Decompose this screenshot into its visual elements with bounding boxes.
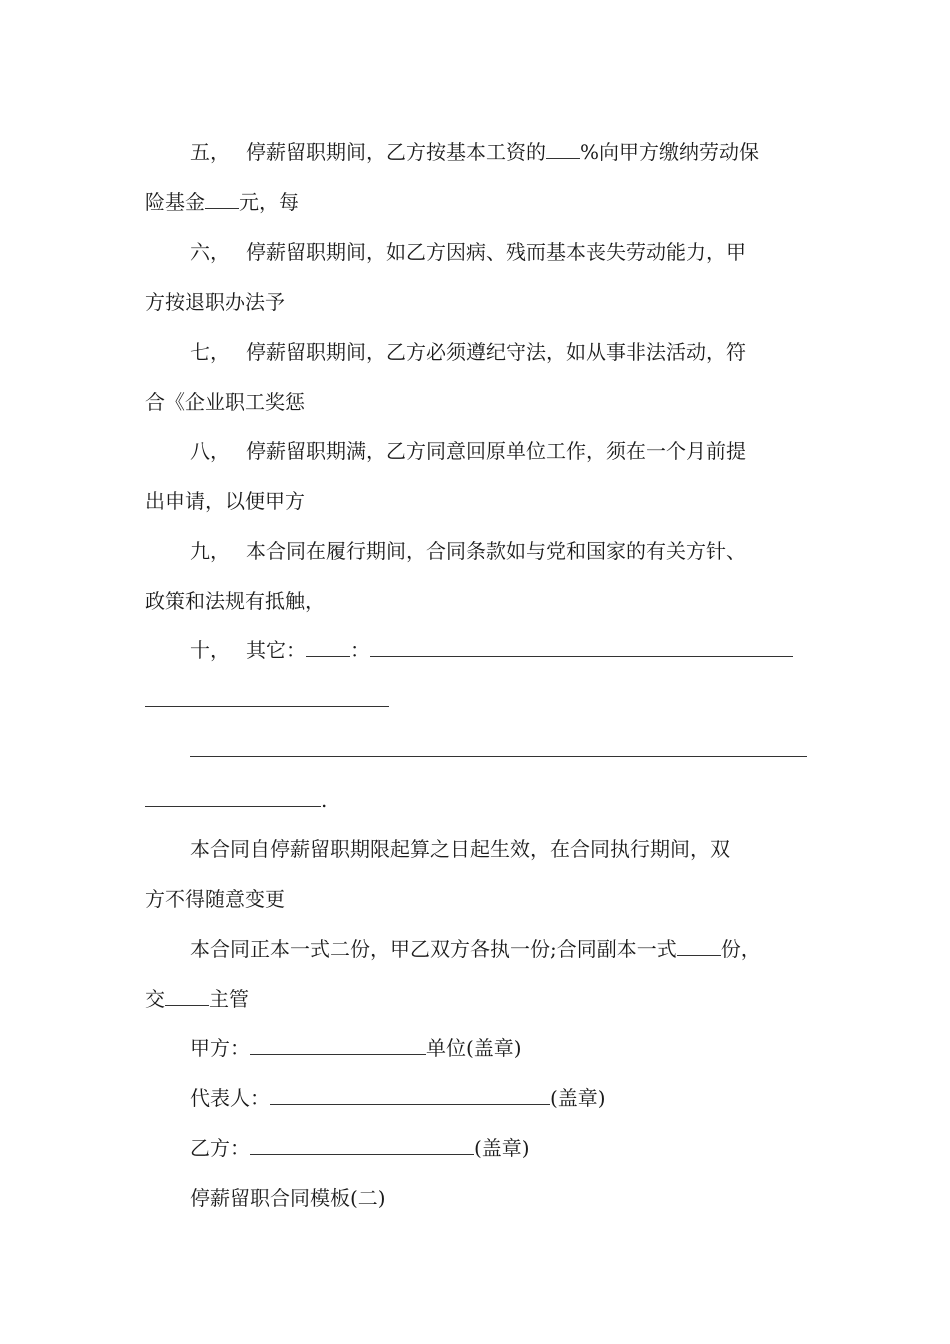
blank-field — [205, 190, 239, 209]
clause-8-line2: 出申请，以便甲方 — [145, 489, 305, 513]
blank-field — [190, 738, 807, 757]
clause-9-line2: 政策和法规有抵触， — [145, 589, 325, 613]
clause-10-line3 — [190, 736, 807, 764]
clause-10-line4: . — [145, 786, 327, 814]
representative-signature: 代表人： (盖章) — [190, 1086, 606, 1110]
blank-field — [165, 987, 209, 1006]
clause-6-line1: 六， 停薪留职期间，如乙方因病、残而基本丧失劳动能力，甲 — [190, 240, 746, 264]
copies-line1: 本合同正本一式二份，甲乙双方各执一份;合同副本一式 份， — [190, 937, 761, 961]
clause-6-line2: 方按退职办法予 — [145, 290, 285, 314]
clause-number: 九， — [190, 539, 230, 563]
effective-line2: 方不得随意变更 — [145, 887, 285, 911]
clause-number: 七， — [190, 340, 230, 364]
blank-field — [546, 140, 580, 159]
clause-number: 五， — [190, 140, 230, 164]
blank-field — [145, 688, 389, 707]
clause-9-line1: 九， 本合同在履行期间，合同条款如与党和国家的有关方针、 — [190, 539, 746, 563]
blank-field — [270, 1086, 550, 1105]
copies-line2: 交 主管 — [145, 987, 249, 1011]
next-template-title: 停薪留职合同模板(二) — [190, 1186, 386, 1210]
clause-8-line1: 八， 停薪留职期满，乙方同意回原单位工作，须在一个月前提 — [190, 439, 746, 463]
clause-10-line2 — [145, 686, 389, 714]
clause-10-line1: 十， 其它： ： — [190, 636, 793, 664]
clause-7-line1: 七， 停薪留职期间，乙方必须遵纪守法，如从事非法活动，符 — [190, 340, 746, 364]
blank-field — [145, 788, 321, 807]
clause-7-line2: 合《企业职工奖惩 — [145, 390, 305, 414]
blank-field — [306, 638, 350, 657]
clause-number: 八， — [190, 439, 230, 463]
blank-field — [370, 638, 793, 657]
party-b-signature: 乙方： (盖章) — [190, 1136, 530, 1160]
effective-line1: 本合同自停薪留职期限起算之日起生效，在合同执行期间，双 — [190, 837, 730, 861]
blank-field — [250, 1036, 426, 1055]
party-a-signature: 甲方： 单位(盖章) — [190, 1036, 522, 1060]
clause-number: 六， — [190, 240, 230, 264]
clause-5-line2: 险基金 元，每 — [145, 190, 299, 214]
clause-5-line1: 五， 停薪留职期间，乙方按基本工资的 %向甲方缴纳劳动保 — [190, 140, 760, 164]
clause-number: 十， — [190, 638, 230, 662]
blank-field — [677, 937, 721, 956]
blank-field — [250, 1136, 474, 1155]
